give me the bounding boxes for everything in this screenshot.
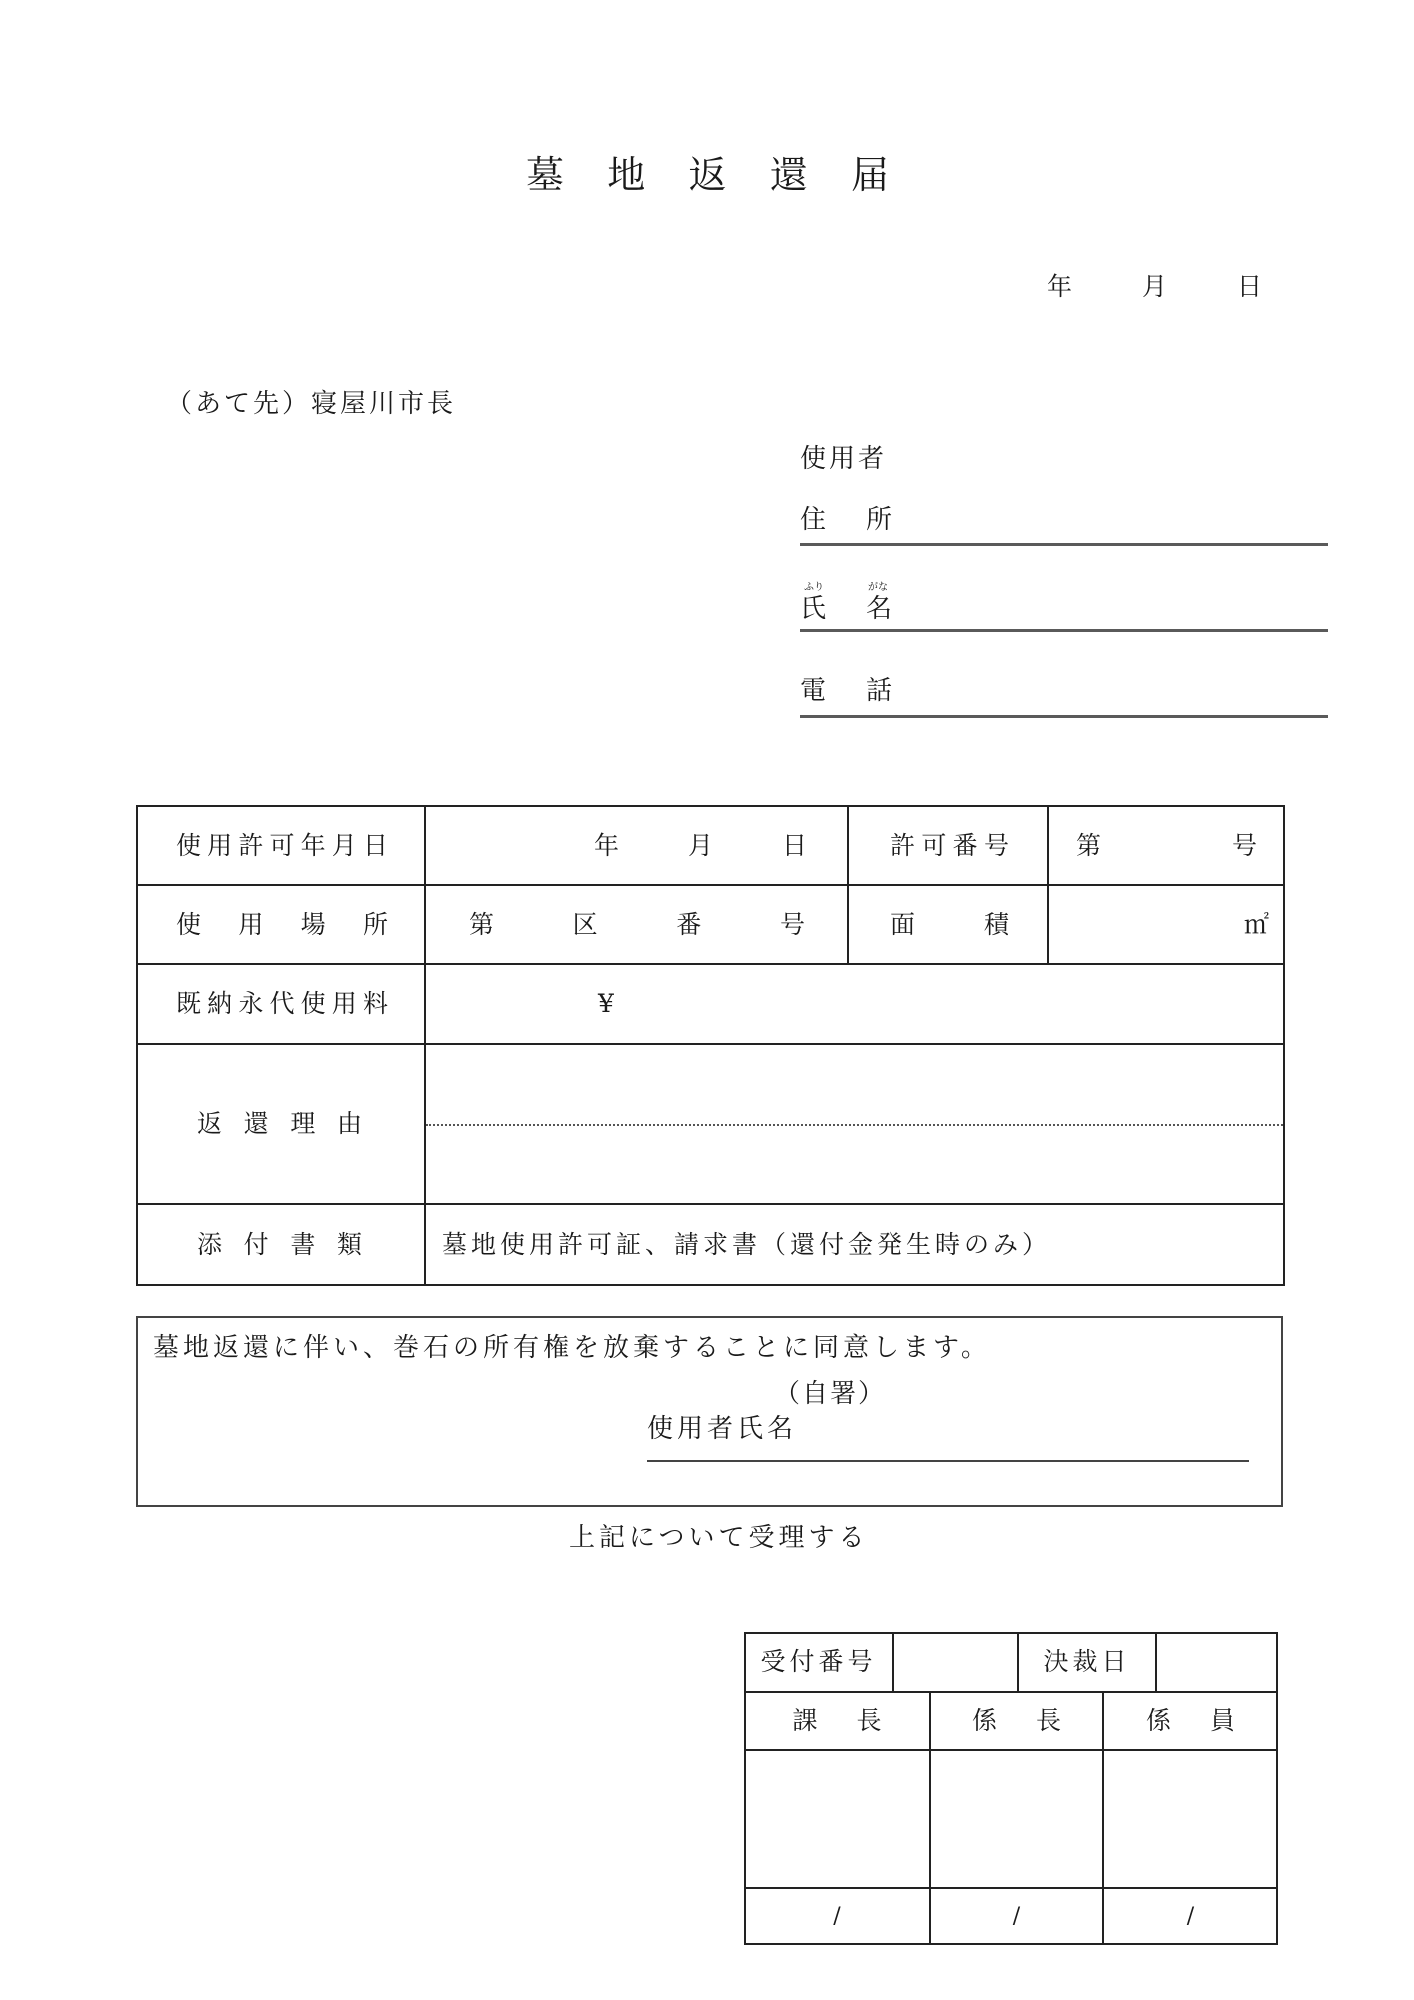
- area-value-cell: [1048, 885, 1284, 964]
- glyph: 月: [331, 830, 357, 860]
- glyph: 氏: [800, 594, 827, 624]
- glyph: 名: [865, 594, 892, 624]
- glyph: 号: [779, 909, 805, 939]
- role-subsection-chief: [972, 1706, 1061, 1736]
- phone-field-line: [800, 715, 1328, 718]
- acceptance-text: 上記について受理する: [569, 1523, 869, 1553]
- area-label-cell: [848, 885, 1048, 964]
- decision-date-value-cell: [1156, 1632, 1278, 1692]
- receipt-no-value-cell: [893, 1632, 1018, 1692]
- name-field-line: [800, 629, 1328, 632]
- glyph: 係: [1146, 1706, 1172, 1735]
- role-cell-subsection-chief: [930, 1692, 1103, 1750]
- receipt-no-label: 受付番号: [760, 1647, 877, 1676]
- glyph: 用: [238, 909, 264, 939]
- row-location: [137, 885, 1284, 964]
- area-unit: ㎡: [1243, 909, 1269, 939]
- permit-date-label-cell: [137, 806, 425, 885]
- glyph: 話: [865, 676, 892, 706]
- fee-value-cell: [425, 964, 1284, 1044]
- glyph: 号: [1231, 830, 1257, 860]
- date-mark: /: [1186, 1904, 1195, 1929]
- glyph: 面: [890, 909, 916, 939]
- glyph: 場: [300, 909, 326, 939]
- date-cell-subsection-chief: [930, 1889, 1103, 1945]
- applicant-heading: 使用者: [800, 444, 888, 474]
- permit-no-value-cell: [1048, 806, 1284, 885]
- row-attachments: [137, 1204, 1284, 1285]
- glyph: 電: [800, 676, 827, 706]
- glyph: 日: [1236, 272, 1262, 301]
- decision-date-label: 決裁日: [1043, 1647, 1131, 1676]
- role-staff: [1146, 1706, 1235, 1736]
- address-label: [800, 505, 892, 535]
- glyph: 可: [269, 830, 295, 860]
- permit-no-label-cell: [848, 806, 1048, 885]
- name-label: [800, 594, 892, 624]
- glyph: 書: [290, 1229, 316, 1259]
- glyph: 課: [792, 1706, 818, 1735]
- role-cell-section-chief: [744, 1692, 930, 1750]
- glyph: 理: [290, 1109, 316, 1138]
- glyph: 許: [890, 830, 916, 860]
- glyph: 積: [983, 909, 1009, 939]
- glyph: 使: [176, 909, 202, 939]
- row-fee: [137, 964, 1284, 1044]
- date-cell-section-chief: [744, 1889, 930, 1945]
- glyph: 用: [207, 830, 233, 860]
- document-title: [526, 152, 889, 198]
- signature-note: （自署）: [774, 1379, 887, 1409]
- glyph: 番: [952, 830, 978, 860]
- addressee: （あて先）寝屋川市長: [166, 389, 457, 419]
- stamp-box-staff: [1103, 1750, 1278, 1888]
- glyph: 還: [769, 153, 808, 197]
- reason-label-cell: [137, 1044, 425, 1204]
- glyph: 納: [207, 989, 233, 1018]
- glyph: 年: [300, 830, 326, 860]
- glyph: 可: [921, 830, 947, 860]
- glyph: 住: [800, 505, 827, 535]
- decision-date-label-cell: [1018, 1632, 1156, 1692]
- glyph: 既: [176, 989, 202, 1018]
- glyph: 年: [594, 830, 620, 860]
- area-label: [890, 910, 1009, 940]
- location-label: [176, 910, 388, 940]
- glyph: 長: [856, 1706, 882, 1735]
- glyph: 添: [197, 1229, 223, 1259]
- glyph: 所: [362, 909, 388, 939]
- stamp-box-section-chief: [744, 1750, 930, 1888]
- glyph: 付: [243, 1229, 269, 1259]
- glyph: 所: [865, 505, 892, 535]
- glyph: 第: [469, 909, 495, 939]
- glyph: 地: [607, 153, 646, 197]
- stamp-box-subsection-chief: [930, 1750, 1103, 1888]
- consent-statement: 墓地返還に伴い、巻石の所有権を放棄することに同意します。: [153, 1333, 991, 1363]
- fee-currency: ¥: [598, 989, 614, 1018]
- name-ruby-1: ふり: [804, 582, 824, 593]
- location-value-cell: [425, 885, 848, 964]
- glyph: 年: [1047, 272, 1073, 301]
- permit-no-label: [890, 831, 1009, 861]
- glyph: 届: [850, 153, 889, 197]
- permit-date-value: [594, 831, 807, 861]
- glyph: 返: [688, 153, 727, 197]
- signature-label: 使用者氏名: [647, 1414, 798, 1444]
- permit-no-value: [1076, 831, 1257, 861]
- main-table: [136, 805, 1285, 1286]
- glyph: 由: [336, 1109, 362, 1138]
- role-section-chief: [793, 1706, 882, 1736]
- attachments-label-cell: [137, 1204, 425, 1285]
- date-mark: /: [1012, 1904, 1021, 1929]
- glyph: 墓: [526, 153, 565, 197]
- phone-label: [800, 676, 892, 706]
- fee-label: [176, 989, 388, 1019]
- glyph: 用: [331, 989, 357, 1018]
- glyph: 使: [300, 989, 326, 1018]
- permit-date-label: [176, 831, 388, 861]
- glyph: 代: [269, 989, 295, 1018]
- glyph: 日: [781, 830, 807, 860]
- row-permit-date: [137, 806, 1284, 885]
- reason-value-cell: [425, 1044, 1284, 1204]
- glyph: 号: [983, 830, 1009, 860]
- glyph: 番: [676, 909, 702, 939]
- attachments-label: [197, 1230, 362, 1260]
- glyph: 月: [687, 830, 713, 860]
- glyph: 日: [362, 830, 388, 860]
- attachments-value: 墓地使用許可証、請求書（還付金発生時のみ）: [442, 1229, 1052, 1259]
- location-label-cell: [137, 885, 425, 964]
- reason-divider-line: [426, 1124, 1283, 1126]
- glyph: 永: [238, 989, 264, 1018]
- glyph: 第: [1076, 830, 1102, 860]
- location-value: [469, 910, 805, 940]
- submission-date: [1047, 273, 1262, 301]
- glyph: 員: [1209, 1706, 1235, 1735]
- glyph: 長: [1035, 1706, 1061, 1735]
- attachments-value-cell: [425, 1204, 1284, 1285]
- glyph: 月: [1141, 272, 1167, 301]
- signature-line: [647, 1460, 1249, 1462]
- date-cell-staff: [1103, 1889, 1278, 1945]
- glyph: 使: [176, 830, 202, 860]
- glyph: 還: [243, 1109, 269, 1138]
- receipt-no-label-cell: [744, 1632, 893, 1692]
- glyph: 返: [197, 1109, 223, 1138]
- glyph: 料: [362, 989, 388, 1018]
- row-reason: [137, 1044, 1284, 1204]
- glyph: 類: [336, 1229, 362, 1259]
- glyph: 区: [572, 909, 598, 939]
- permit-date-value-cell: [425, 806, 848, 885]
- role-cell-staff: [1103, 1692, 1278, 1750]
- fee-label-cell: [137, 964, 425, 1044]
- name-ruby-2: がな: [868, 582, 888, 593]
- address-field-line: [800, 543, 1328, 546]
- glyph: 係: [972, 1706, 998, 1735]
- glyph: 許: [238, 830, 264, 860]
- reason-label: [197, 1109, 362, 1139]
- date-mark: /: [833, 1904, 841, 1929]
